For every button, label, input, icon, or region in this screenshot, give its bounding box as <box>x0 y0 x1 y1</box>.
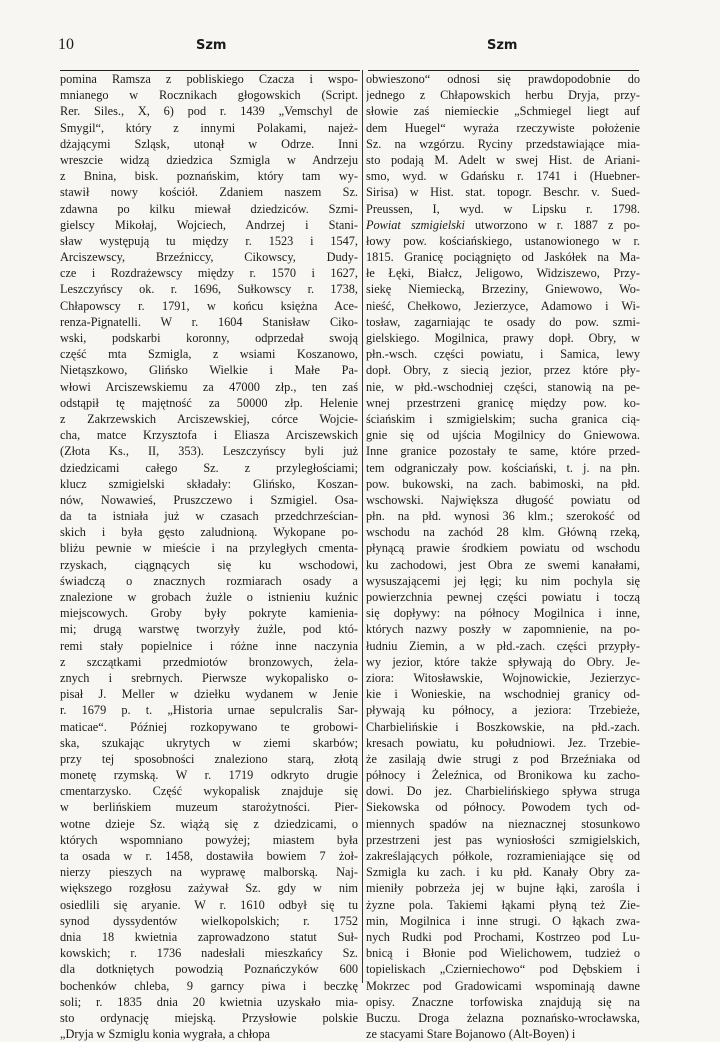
text-line: świadczą o znacznych rozmiarach osady a <box>60 573 358 588</box>
text-line: osiedlili się aryanie. W r. 1610 odbył się tu <box>60 897 358 912</box>
text-line: r. 1679 p. t. „Historia urnae sepulcralis Sar- <box>60 703 358 718</box>
text-line: dem Huegel“ wyraża rzeczywiste położenie <box>366 120 640 135</box>
running-title-right: Szm <box>487 38 518 53</box>
text-line: pływają ku północy, a jeziora: Trzebieże, <box>366 703 640 718</box>
text-line: min, Mogilnica i inne strugi. O łąkach zwa- <box>366 913 640 928</box>
text-line: nów, Nowawieś, Pruszczewo i Szmigiel. Osa- <box>60 492 358 507</box>
text-line: z Bnina, bisk. poznańskim, który tam wy- <box>60 169 358 184</box>
text-line: tosław, zagarniając te osady do pow. szmi- <box>366 314 640 329</box>
text-line: się dopływy: na północy Mogilnica i inne, <box>366 606 640 621</box>
text-line: nie, w płd.-wschodniej części, stanowią na pe- <box>366 379 640 394</box>
text-line: północy i Żeleźnica, od Bronikowa ku zacho- <box>366 768 640 783</box>
text-line: sto ordynację miejską. Przysłowie polskie <box>60 1010 358 1025</box>
text-line: ta osada w r. 1458, dostawiła bowiem 7 żoł- <box>60 849 358 863</box>
text-line: łowy pow. kościańskiego, ustanowionego w r. <box>366 233 640 248</box>
text-line: opisy. Znaczne torfowiska znajdują się na <box>366 994 640 1009</box>
text-line: dla dotkniętych powodzią Poznańczyków 600 <box>60 962 358 977</box>
page-number: 10 <box>58 36 74 53</box>
text-line: „Dryja w Szmiglu konia wygrała, a chłopa <box>60 1027 271 1042</box>
text-line: mi; drugą warstwę tworzyły żużle, pod któ- <box>60 622 358 637</box>
text-line: nieść, Chełkowo, Jezierzyce, Adamowo i Wi- <box>366 298 640 313</box>
text-line: cha, matce Krzysztofa i Eliasza Arciszewskich <box>60 428 358 443</box>
text-line: Preussen, I, wyd. w Lipsku r. 1798. <box>366 201 640 216</box>
text-line: Smygil“, który z innymi Polakami, najeż- <box>60 120 358 135</box>
text-line: wy jezior, które także spływają do Obry. Je- <box>366 654 640 669</box>
text-line: Rer. Siles., X, 6) pod r. 1439 „Vemschyl de <box>60 104 358 119</box>
text-line: żyzne pola. Takiemi łąkami płyną też Zie- <box>366 897 640 912</box>
text-line: mnianego w Rocznikach głogowskich (Script. <box>60 88 358 103</box>
text-line: da ta istniała już w czasach przedchrześcian- <box>60 509 358 524</box>
text-line: Charbielińskie i Boszkowskie, na płd.-zach. <box>366 719 640 734</box>
text-line: Arciszewscy, Brzeźniccy, Cikowscy, Dudy- <box>60 250 358 265</box>
text-line: sto podają M. Adelt w swej Hist. de Ariani- <box>366 152 640 167</box>
text-line: gielskiego. Mogilnica, prawy dopł. Obry, w <box>366 331 640 345</box>
text-line: przy tej sposobności znaleziono starą, złotą <box>60 751 358 766</box>
text-line: dnia 18 kwietnia zaprowadzono statut Suł- <box>60 929 358 944</box>
text-line: Powiat szmigielski utworzono w r. 1887 z po- <box>366 217 640 232</box>
text-line: gnie się od ujścia Mogilnicy do Gniewowa. <box>366 428 640 443</box>
text-line: Siekowska od północy. Powodem tych od- <box>366 800 640 815</box>
text-line: kie i Wonieskie, na wschodniej granicy od- <box>366 687 640 702</box>
text-line: pow. bukowski, na zach. babimoski, na płd. <box>366 476 640 491</box>
text-line: że zasilają dwie strugi z pod Brzeźniaka od <box>366 751 640 766</box>
text-line: wnej przestrzeni granicę między pow. ko- <box>366 395 640 410</box>
text-line: których wspomniano powyżej; miastem była <box>60 832 358 847</box>
text-line: dżającymi Szląsk, utonął w Odrze. Inni <box>60 136 358 151</box>
text-line: odstąpił tę majętność za 50000 złp. Helenie <box>60 395 358 410</box>
text-line: włowi Arciszewskiemu za 47000 złp., ten zaś <box>60 379 358 394</box>
text-line: miennych spadów na nieznacznej stosunkowo <box>366 816 640 831</box>
text-line: pisał J. Meller w dziełku wydanem w Jenie <box>60 687 358 702</box>
text-line: (Złota Ks., II, 353). Leszczyńscy byli już <box>60 444 358 459</box>
text-line: kresach powiatu, ku południowi. Jez. Trzebie- <box>366 735 640 750</box>
text-line: monetę rzymską. W r. 1719 odkryto drugie <box>60 768 358 783</box>
text-line: Chłapowscy r. 1791, w końcu księżna Ace- <box>60 298 358 313</box>
text-line: znych i srebrnych. Pierwsze wykopalisko o- <box>60 670 358 685</box>
text-line: 1815. Granicę pociągnięto od Jaskółek na Ma- <box>366 250 640 265</box>
text-line: sław występują tu między r. 1523 i 1547, <box>60 233 358 248</box>
text-line: w berlińskiem muzeum starożytności. Pier- <box>60 800 358 815</box>
text-line: wski, podskarbi koronny, odprzedał swoją <box>60 331 358 345</box>
text-line: większego rozgłosu zażywał Sz. gdy w nim <box>60 881 358 896</box>
text-line: zakreślających półkole, rozramieniające się od <box>366 849 640 863</box>
text-line: ku zachodowi, jest Obra ze swemi kanałami, <box>366 557 640 572</box>
text-line: ziora: Witosławskie, Wojnowickie, Jezierzyc- <box>366 670 640 685</box>
text-line: słowie zaś niemieckie „Schmiegel liegt auf <box>366 104 640 119</box>
text-line: wschodu na zachód 28 klm. Główną rzeką, <box>366 525 640 540</box>
text-line: wotne dzieje Sz. wiążą się z dziedzicami, o <box>60 816 358 831</box>
text-line: Sz. na wzgórzu. Ryciny przedstawiające mia- <box>366 136 640 151</box>
text-line: stawił nowy kościół. Zdaniem naszem Sz. <box>60 185 358 200</box>
left-text-column <box>60 71 358 1042</box>
text-line: nierzy pieszych na wyprawę malborską. Naj- <box>60 865 358 880</box>
text-line: łudniu Ziemin, a w płd.-zach. części przypły- <box>366 638 640 653</box>
text-line: dziedzicami całego Sz. z przyległościami; <box>60 460 358 475</box>
text-line: znalezione w grobach żużle o istnieniu kuźnic <box>60 590 358 604</box>
text-line: dowi. Do jez. Charbielińskiego spływa struga <box>366 784 640 799</box>
text-line: klucz szmigielski składały: Glińsko, Koszan- <box>60 476 358 491</box>
text-line: tem odgraniczały pow. kościański, t. j. na płn. <box>366 460 640 475</box>
text-line: Mokrzec pod Gradowicami wspominają dawne <box>366 978 640 993</box>
text-line: soli; r. 1835 dnia 20 kwietnia uzyskało mia- <box>60 994 358 1009</box>
text-line: kowskich; r. 1736 nadesłali mieszkańcy Sz. <box>60 946 358 961</box>
text-line: cze i Rozdrażewscy między r. 1570 i 1627, <box>60 266 358 281</box>
text-line: ze stacyami Stare Bojanowo (Alt-Boyen) i <box>366 1027 576 1042</box>
text-line: z Zakrzewskich Arciszewskiej, córce Wojcie- <box>60 411 358 426</box>
text-line: mieniły pobrzeża jej w bujne łąki, zarośla i <box>366 881 640 896</box>
column-divider <box>362 70 363 983</box>
text-line: z szczątkami przedmiotów bronzowych, żela- <box>60 654 358 669</box>
text-line: jednego z Chłapowskich herbu Dryja, przy- <box>366 88 640 103</box>
text-line: topieliskach „Czierniechowo“ pod Dębskiem i <box>366 962 640 977</box>
text-line: maticae“. Później rozkopywano te grobowi- <box>60 719 358 734</box>
text-line: bliżu pewnie w mieście i na przyległych cmenta- <box>60 541 358 556</box>
text-line: płn.-wsch. części powiatu, i Samica, lewy <box>366 347 640 362</box>
text-line: rzyskach, ciągnących się ku wschodowi, <box>60 557 358 572</box>
text-line: Sirisa) w Hist. stat. topogr. Beschr. v. Sued- <box>366 185 640 200</box>
text-line: ska, szukając ukrytych w ziemi skarbów; <box>60 735 358 750</box>
text-line: zdawna po kilku miewał dziedziców. Szmi- <box>60 201 358 216</box>
text-line: których nazwy poszły w zapomnienie, na po- <box>366 622 640 637</box>
text-line: wschowski. Największa długość powiatu od <box>366 492 640 507</box>
text-line: powierzchnia pewnej części powiatu i toczą <box>366 590 640 604</box>
text-line: łe Łęki, Białcz, Jeligowo, Widziszewo, Przy- <box>366 266 640 281</box>
text-line: część mta Szmigla, z wsiami Koszanowo, <box>60 347 358 362</box>
text-line: smo, wyd. w Gdańsku r. 1741 i (Huebner- <box>366 169 640 184</box>
text-line: renza-Pignatelli. W r. 1604 Stanisław Ciko- <box>60 314 358 329</box>
text-line: Nietąszkowo, Glińsko Wielkie i Małe Pa- <box>60 363 358 378</box>
text-line: przestrzeni jest pas wyniosłości szmigielskich, <box>366 832 640 847</box>
text-line: płynącą prawie środkiem powiatu od wschodu <box>366 541 640 556</box>
text-line: pomina Ramsza z pobliskiego Czacza i wspo- <box>60 72 358 86</box>
text-line: Szmigla ku zach. i ku płd. Kanały Obry za- <box>366 865 640 880</box>
section-lead-italic: Powiat szmigielski <box>366 217 465 232</box>
text-line: obwieszono“ odnosi się prawdopodobnie do <box>366 72 640 86</box>
text-line: bochenków chleba, 9 garncy piwa i beczkę <box>60 978 358 993</box>
text-line: ściańskim i szmigielskim; sucha granica cią- <box>366 411 640 426</box>
running-title-left: Szm <box>196 38 227 53</box>
text-line: bnicą i Błonie pod Wielichowem, tudzież o <box>366 946 640 961</box>
text-line: remi stały popielnice i różne inne naczynia <box>60 638 358 653</box>
text-line: nych Rudki pod Prochami, Kostrzeo pod Lu- <box>366 929 640 944</box>
text-line: dopł. Obry, z siecią jezior, przez które pły- <box>366 363 640 378</box>
text-line: wysuszającemi jej łęgi; ku nim pochyla się <box>366 573 640 588</box>
text-line: skich i była gęsto zaludnioną. Wykopane po- <box>60 525 358 540</box>
text-line: Buczu. Droga żelazna poznańsko-wrocławska, <box>366 1010 640 1025</box>
text-line: synod dyssydentów wielkopolskich; r. 1752 <box>60 913 358 928</box>
text-line: Inne granice pozostały te same, które przed- <box>366 444 640 459</box>
text-line: Leszczyńscy ok. r. 1696, Sułkowscy r. 1738, <box>60 282 358 297</box>
text-line: płn. na płd. wynosi 36 klm.; szerokość od <box>366 509 640 524</box>
text-line: wreszcie widzą dziedzica Szmigla w Andrzeju <box>60 152 358 167</box>
text-line: siekę Niemiecką, Brzeziny, Gniewowo, Wo- <box>366 282 640 297</box>
text-line: cmentarzysko. Część wykopalisk znajduje się <box>60 784 358 799</box>
text-line: gielscy Mikołaj, Wojciech, Andrzej i Stani- <box>60 217 358 232</box>
text-line: miejscowych. Groby były pokryte kamienia- <box>60 606 358 621</box>
right-text-column <box>366 71 640 1042</box>
